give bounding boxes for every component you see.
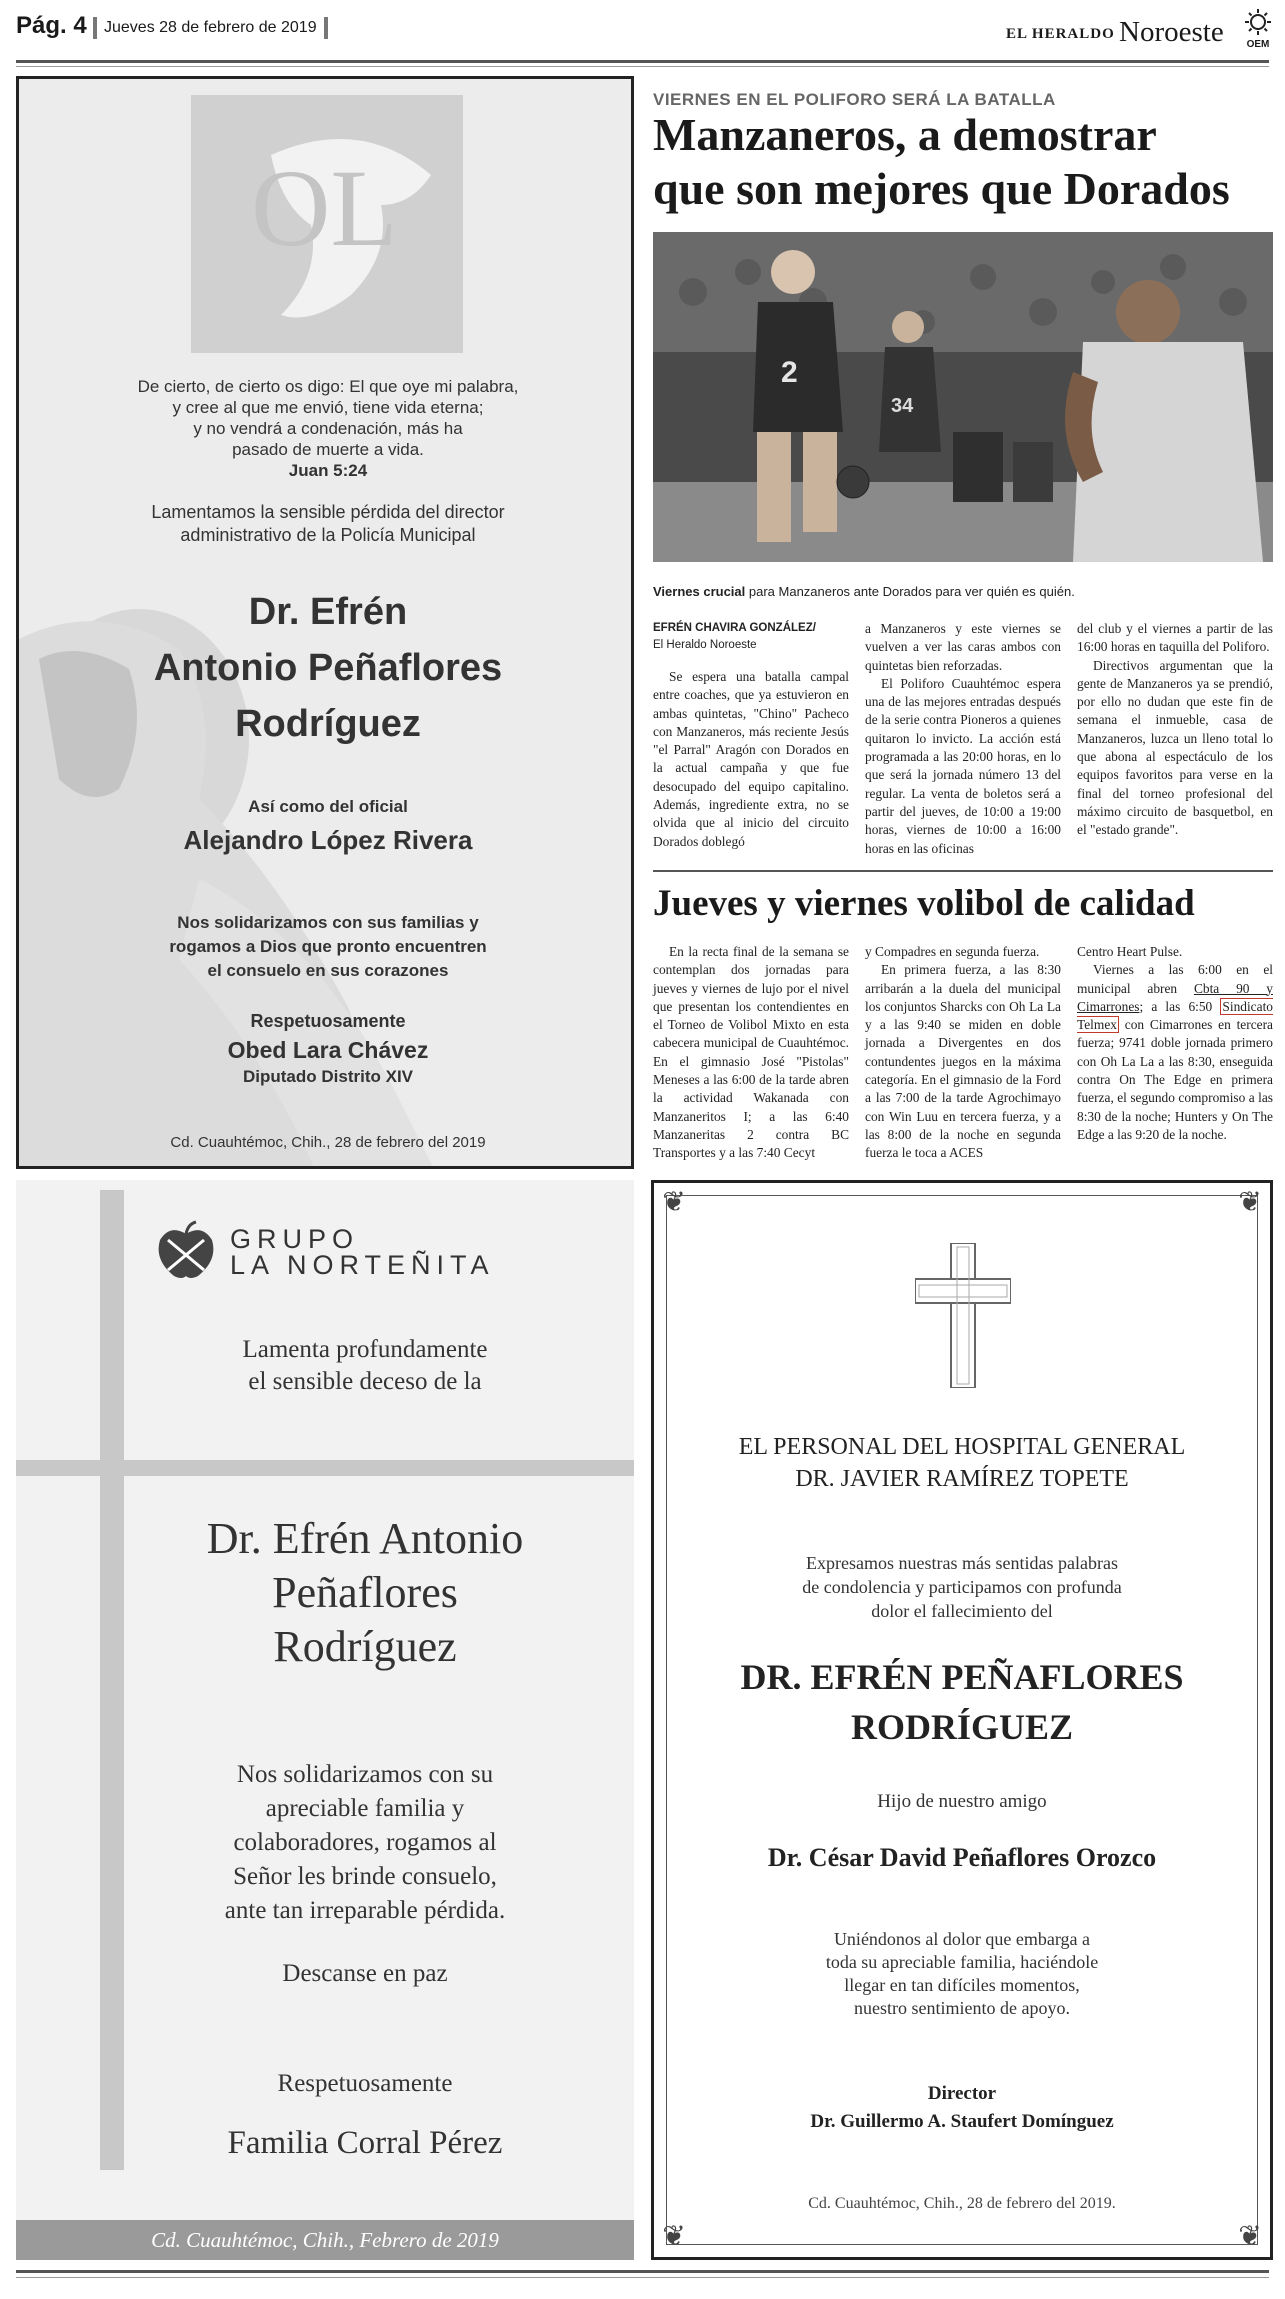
name-line: Dr. Efrén Antonio — [206, 1514, 524, 1563]
article-paragraph — [1077, 961, 1273, 1144]
brand-secondary: Noroeste — [1119, 16, 1224, 48]
caption-text: para Manzaneros ante Dorados para ver quién es quién. — [745, 584, 1075, 599]
verse-line: pasado de muerte a vida. — [232, 440, 424, 459]
verse-line: y no vendrá a condenación, más ha — [193, 419, 463, 438]
header-divider — [324, 17, 328, 39]
article-paragraph: En la recta final de la semana se contemplan dos jornadas para jueves y viernes de lujo por el nivel que presentan los contendientes en el Torneo de Volibol Mixto en esta cabecera municipal de Cuauhtémoc. En el gimnasio José "Pistolas" Meneses a las 6:00 de la tarde abren la actividad Wakanada con Manzaneritos I; a las 6:40 Manzaneritas 2 contra BC Transportes y a las 7:40 Cecyt — [653, 944, 849, 1161]
photo-caption — [653, 584, 1075, 599]
article-paragraph: a Manzaneros y este viernes se vuelven a ver las caras ambos con quintetas bien reforzadas. — [865, 621, 1061, 673]
corner-ornament-icon: ❦ — [1238, 1187, 1262, 1218]
corner-ornament-icon: ❦ — [1238, 2221, 1262, 2252]
deceased-name — [39, 584, 617, 752]
title-line: EL PERSONAL DEL HOSPITAL GENERAL — [738, 1434, 1186, 1460]
article-paragraph: En primera fuerza, a las 8:30 arribarán a la duela del municipal los conjuntos Sharcks con Oh La La y a las 9:40 se miden en doble jornada a Divergentes en dos contundentes juegos en la máxima categoría. En el gimnasio de la Ford a las 7:00 de la tarde Agrochimayo con Win Luu en tercera fuerza, y a las 8:00 de la noche en segunda fuerza le toca a ACES — [865, 962, 1061, 1161]
director-name: Dr. Guillermo A. Staufert Domínguez — [810, 2111, 1114, 2132]
corner-ornament-icon: ❦ — [662, 1187, 686, 1218]
article-paragraph: del club y el viernes a partir de las 16:00 horas en taquilla del Poliforo. — [1077, 621, 1273, 655]
basketball-photo — [653, 232, 1273, 562]
bible-verse — [59, 376, 597, 481]
cross-graphic — [915, 1243, 1011, 1388]
message-line: de condolencia y participamos con profunda — [802, 1577, 1122, 1597]
header-rule-thin — [16, 66, 1269, 67]
solidarity-line: Uniéndonos al dolor que embarga a — [833, 1929, 1091, 1949]
eagle-icon — [191, 95, 463, 353]
message-line: dolor el fallecimiento del — [871, 1601, 1053, 1621]
byline-author: EFRÉN CHAVIRA GONZÁLEZ/ — [653, 622, 816, 634]
obituary-ad-legislator — [16, 76, 634, 1169]
solidarity-line: rogamos a Dios que pronto encuentren — [169, 937, 487, 956]
headline-line: que son mejores que Dorados — [653, 163, 1230, 214]
article2-headline: Jueves y viernes volibol de calidad — [653, 883, 1195, 924]
page-header — [16, 8, 1269, 48]
message-line: Expresamos nuestras más sentidas palabras — [806, 1553, 1118, 1573]
signer-name: Obed Lara Chávez — [227, 1037, 429, 1063]
article-column — [865, 943, 1061, 1163]
condolence-text — [694, 1551, 1230, 1623]
name-line: Antonio Peñaflores — [153, 647, 503, 689]
solidarity-line: Señor les brinde consuelo, — [233, 1863, 497, 1890]
article-column — [1077, 943, 1273, 1144]
article-column — [865, 620, 1061, 858]
basketball-scene-image — [653, 232, 1273, 562]
respect-text: Respetuosamente — [277, 2070, 453, 2097]
article-paragraph: Centro Heart Pulse. — [1077, 944, 1183, 959]
ol-eagle-logo — [191, 95, 463, 353]
solidarity-text — [694, 1928, 1230, 2020]
header-rule — [16, 60, 1269, 63]
logo-line: GRUPO — [230, 1224, 360, 1254]
hospital-title — [674, 1431, 1250, 1495]
article-column — [653, 620, 849, 851]
lament-line: Lamentamos la sensible pérdida del director — [151, 502, 505, 522]
also-text: Así como del oficial — [248, 797, 408, 816]
place-date: Cd. Cuauhtémoc, Chih., 28 de febrero del 2019. — [808, 2195, 1116, 2212]
article-paragraph: y Compadres en segunda fuerza. — [865, 944, 1040, 959]
obituary-ad-hospital — [651, 1180, 1273, 2260]
name-line: RODRÍGUEZ — [850, 1707, 1074, 1747]
caption-lead: Viernes crucial — [653, 584, 746, 599]
title-line: DR. JAVIER RAMÍREZ TOPETE — [795, 1466, 1129, 1492]
signer-title: Diputado Distrito XIV — [243, 1067, 413, 1086]
verse-line: y cree al que me envió, tiene vida eterna; — [172, 398, 484, 417]
solidarity-line: Nos solidarizamos con su — [236, 1761, 494, 1788]
rest-in-peace: Descanse en paz — [282, 1960, 448, 1987]
solidarity-line: apreciable familia y — [265, 1795, 465, 1822]
father-name: Dr. César David Peñaflores Orozco — [767, 1843, 1157, 1872]
byline — [653, 620, 849, 654]
article-kicker: VIERNES EN EL POLIFORO SERÁ LA BATALLA — [653, 90, 1056, 109]
brand-primary: EL HERALDO — [1006, 26, 1115, 42]
solidarity-line: el consuelo en sus corazones — [207, 961, 449, 980]
article-paragraph: El Poliforo Cuauhtémoc espera una de las mejores entradas después de la serie contra Pioneros a quienes quitaron lo invicto. La acción está programada a las 20:00 horas, en lo que será la jornada número 13 del regular. La venta de boletos será a partir del jueves, de 10:00 a 19:00 horas, viernes de 10:00 a 16:00 horas en las oficinas — [865, 675, 1061, 856]
issue-date: Jueves 28 de febrero de 2019 — [104, 19, 317, 36]
headline-line: Manzaneros, a demostrar — [653, 109, 1157, 160]
director-label: Director — [927, 2083, 997, 2104]
logo-line: LA NORTEÑITA — [230, 1250, 495, 1280]
respect-text: Respetuosamente — [250, 1011, 406, 1031]
byline-outlet: El Heraldo Noroeste — [653, 639, 757, 651]
section-divider — [653, 870, 1273, 872]
verse-line: De cierto, de cierto os digo: El que oye mi palabra, — [137, 377, 519, 396]
grupo-la-nortenita-logo — [154, 1220, 594, 1280]
solidarity-line: nuestro sentimiento de apoyo. — [854, 1998, 1070, 2018]
article-paragraph: Se espera una batalla campal entre coaches, que ya estuvieron en ambas quintetas, "Chino" Pacheco con Manzaneros, más reciente Jesús "el Parral" Aragón con Dorados en la actual campaña y que fue desocupado del equipo capitalino. Además, ingrediente extra, no se olvida que al inicio del circuito Dorados doblegó — [653, 669, 849, 849]
footer-rule — [16, 2270, 1269, 2273]
cross-horizontal — [16, 1460, 634, 1476]
solidarity-line: colaboradores, rogamos al — [233, 1829, 497, 1856]
underlined-text: Cbta 90 y Cimarrones — [1077, 980, 1273, 1014]
article-paragraph: Directivos argumentan que la gente de Manzaneros ya se prendió, por ello no dudan que este fin de semana el inmueble, casa de Manzaneros, luzca un lleno total lo que abona al espectáculo de los equipos favoritos para verse en la final del torneo profesional del máximo circuito de basquetbol, en el "estado grande". — [1077, 657, 1273, 838]
article1-body — [653, 620, 1273, 860]
article-column — [653, 943, 849, 1163]
lament-text — [59, 501, 597, 547]
solidarity-line: llegar en tan difíciles momentos, — [844, 1975, 1080, 1995]
footer-rule-thin — [16, 2277, 1269, 2278]
name-line: Rodríguez — [235, 703, 421, 745]
deceased-name — [674, 1652, 1250, 1752]
text-run: con Cimarrones en tercera fuerza; 9741 doble jornada primero con Oh La La a las 8:30, enseguida contra On The Edge en primera fuerza, el segundo compromiso a las 8:30 de la noche; Hunters y On The Edge a las 9:20 de la noche. — [1077, 1017, 1273, 1142]
solidarity-line: Nos solidarizamos con sus familias y — [177, 913, 479, 932]
text-run: Viernes a las 6:00 en el municipal abren — [1077, 962, 1273, 996]
jersey-number: 34 — [891, 395, 914, 417]
place-date: Cd. Cuauhtémoc, Chih., Febrero de 2019 — [151, 2228, 499, 2252]
ad-footer — [16, 2220, 634, 2260]
jersey-number: 2 — [781, 356, 798, 389]
page-number: Pág. 4 — [16, 12, 87, 39]
highlighted-text: Sindicato Telmex — [1077, 998, 1273, 1033]
solidarity-line: ante tan irreparable pérdida. — [224, 1897, 506, 1924]
name-line: DR. EFRÉN PEÑAFLORES — [740, 1657, 1184, 1697]
verse-reference: Juan 5:24 — [288, 461, 368, 480]
solidarity-line: toda su apreciable familia, haciéndole — [825, 1952, 1099, 1972]
deceased-name — [96, 1512, 634, 1674]
header-divider — [93, 17, 97, 39]
logo-monogram: OL — [251, 147, 398, 269]
name-line: Peñaflores — [272, 1568, 458, 1617]
corner-ornament-icon: ❦ — [662, 2221, 686, 2252]
article-headline — [653, 108, 1273, 216]
oem-logo-icon — [1238, 8, 1278, 48]
sun-emblem-icon — [1242, 8, 1274, 36]
lament-line: Lamenta profundamente — [242, 1336, 488, 1363]
obituary-ad-norteñita — [16, 1180, 634, 2260]
article2-body — [653, 943, 1273, 1163]
signer-name: Familia Corral Pérez — [227, 2125, 503, 2161]
lament-line: el sensible deceso de la — [248, 1368, 482, 1395]
article-column — [1077, 620, 1273, 840]
place-date: Cd. Cuauhtémoc, Chih., 28 de febrero del 2019 — [170, 1134, 486, 1151]
cross-icon — [915, 1243, 1011, 1388]
name-line: Rodríguez — [273, 1622, 457, 1671]
lament-text — [96, 1334, 634, 1398]
name-line: Dr. Efrén — [248, 591, 408, 633]
oem-badge: OEM — [1246, 39, 1270, 50]
apple-icon — [154, 1220, 218, 1280]
lament-line: administrativo de la Policía Municipal — [180, 525, 476, 545]
solidarity-text — [59, 911, 597, 983]
text-run: ; a las 6:50 — [1139, 998, 1221, 1014]
son-of-text: Hijo de nuestro amigo — [877, 1791, 1047, 1812]
solidarity-text — [126, 1758, 604, 1928]
second-deceased-name: Alejandro López Rivera — [183, 825, 473, 855]
